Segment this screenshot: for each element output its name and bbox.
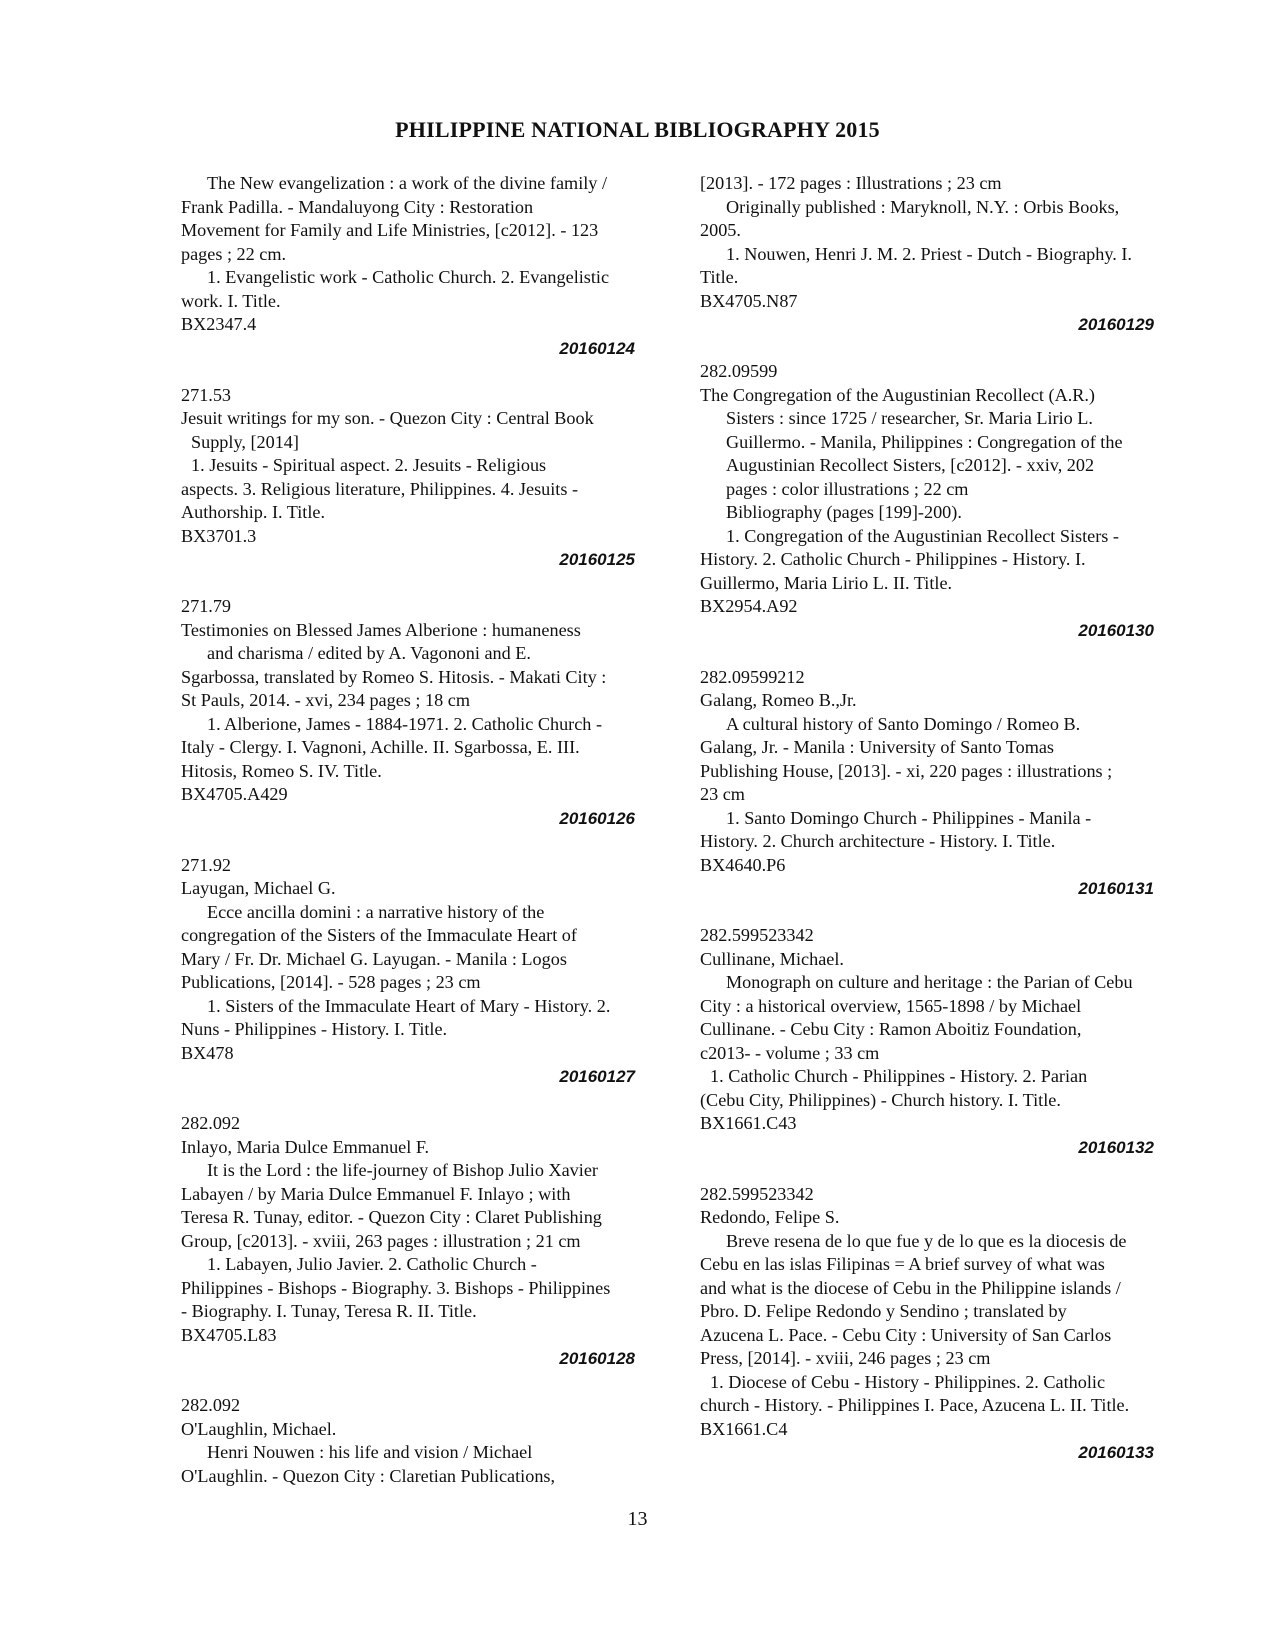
- entry-line: Publishing House, [2013]. - xi, 220 pages : illustrations ;: [700, 760, 1113, 781]
- entry-line: 1. Alberione, James - 1884-1971. 2. Catholic Church -: [207, 713, 603, 734]
- entry-line: 23 cm: [700, 784, 745, 804]
- entry-line: St Pauls, 2014. - xvi, 234 pages ; 18 cm: [181, 690, 470, 710]
- entry-line: Ecce ancilla domini : a narrative history of the: [207, 901, 545, 922]
- entry-line: pages ; 22 cm.: [181, 243, 287, 264]
- entry-line: 271.92: [181, 854, 232, 875]
- entry-line: Layugan, Michael G.: [181, 878, 336, 898]
- entry-separator: [181, 830, 671, 854]
- entry-separator: [700, 337, 1190, 361]
- control-number: 20160124: [559, 338, 635, 358]
- entry-line: BX2954.A92: [700, 596, 798, 616]
- control-number: 20160127: [559, 1067, 635, 1086]
- entry-line: Mary / Fr. Dr. Michael G. Layugan. - Manila : Logos: [181, 948, 567, 969]
- entry-line: Group, [c2013]. - xviii, 263 pages : illustration ; 21 cm: [181, 1230, 581, 1251]
- entry-line: The Congregation of the Augustinian Recollect (A.R.): [700, 384, 1095, 405]
- entry-line: Augustinian Recollect Sisters, [c2012]. - xxiv, 202: [726, 455, 1095, 475]
- entry-line: 1. Congregation of the Augustinian Recollect Sisters -: [726, 525, 1119, 546]
- entry-line: BX1661.C43: [700, 1113, 797, 1133]
- entry-line: Labayen / by Maria Dulce Emmanuel F. Inlayo ; with: [181, 1183, 571, 1204]
- entry-line: Cullinane. - Cebu City : Ramon Aboitiz Foundation,: [700, 1019, 1082, 1039]
- left-column: [181, 172, 671, 1488]
- entry-line: 1. Nouwen, Henri J. M. 2. Priest - Dutch - Biography. I.: [726, 243, 1132, 264]
- entry-line: O'Laughlin, Michael.: [181, 1418, 337, 1439]
- entry-line: 282.092: [181, 1395, 241, 1415]
- entry-line: c2013- - volume ; 33 cm: [700, 1042, 880, 1063]
- entry-line: church - History. - Philippines I. Pace, Azucena L. II. Title.: [700, 1395, 1130, 1415]
- entry-line: BX4705.L83: [181, 1324, 277, 1345]
- entry-line: 282.09599212: [700, 666, 805, 687]
- entry-line: Hitosis, Romeo S. IV. Title.: [181, 760, 382, 781]
- entry-line: BX3701.3: [181, 525, 257, 546]
- entry-line: A cultural history of Santo Domingo / Romeo B.: [726, 713, 1081, 734]
- entry-separator: [181, 572, 671, 596]
- entry-line: Azucena L. Pace. - Cebu City : University of San Carlos: [700, 1324, 1112, 1345]
- entry-line: History. 2. Church architecture - History. I. Title.: [700, 831, 1056, 851]
- entry-line: 1. Catholic Church - Philippines - History. 2. Parian: [710, 1066, 1088, 1086]
- page-title: PHILIPPINE NATIONAL BIBLIOGRAPHY 2015: [395, 117, 880, 142]
- entry-line: Nuns - Philippines - History. I. Title.: [181, 1019, 448, 1039]
- control-number: 20160129: [1078, 315, 1154, 334]
- entry-line: Testimonies on Blessed James Alberione : humaneness: [181, 619, 581, 640]
- entry-line: 1. Jesuits - Spiritual aspect. 2. Jesuits - Religious: [191, 455, 547, 475]
- entry-line: 282.599523342: [700, 1183, 814, 1204]
- entry-line: BX4705.N87: [700, 290, 798, 311]
- entry-line: BX4705.A429: [181, 784, 288, 804]
- entry-line: BX2347.4: [181, 314, 257, 334]
- entry-line: Sgarbossa, translated by Romeo S. Hitosis. - Makati City :: [181, 666, 607, 687]
- entry-line: 1. Santo Domingo Church - Philippines - Manila -: [726, 807, 1092, 828]
- entry-line: BX4640.P6: [700, 854, 786, 875]
- entry-line: work. I. Title.: [181, 290, 281, 311]
- control-number: 20160126: [559, 808, 635, 828]
- control-number: 20160125: [559, 550, 635, 569]
- control-number: 20160132: [1078, 1137, 1154, 1157]
- control-number: 20160130: [1078, 620, 1154, 640]
- entry-line: 2005.: [700, 220, 741, 240]
- entry-line: and charisma / edited by A. Vagononi and E.: [207, 643, 531, 663]
- entry-separator: [181, 1371, 671, 1395]
- entry-line: Guillermo, Maria Lirio L. II. Title.: [700, 572, 953, 593]
- entry-line: Cebu en las islas Filipinas = A brief survey of what was: [700, 1254, 1105, 1274]
- entry-line: Monograph on culture and heritage : the Parian of Cebu: [726, 972, 1133, 992]
- page-number: 13: [627, 1508, 648, 1530]
- entry-line: Galang, Romeo B.,Jr.: [700, 690, 857, 710]
- entry-line: aspects. 3. Religious literature, Philippines. 4. Jesuits -: [181, 478, 579, 499]
- entry-line: Philippines - Bishops - Biography. 3. Bishops - Philippines: [181, 1277, 611, 1298]
- entry-line: Galang, Jr. - Manila : University of Santo Tomas: [700, 737, 1055, 757]
- entry-line: 282.599523342: [700, 925, 814, 945]
- entry-line: pages : color illustrations ; 22 cm: [726, 478, 969, 499]
- entry-line: congregation of the Sisters of the Immaculate Heart of: [181, 925, 577, 945]
- entry-separator: [700, 1159, 1190, 1183]
- entry-separator: [181, 1089, 671, 1113]
- entry-line: Authorship. I. Title.: [181, 502, 326, 522]
- entry-line: Frank Padilla. - Mandaluyong City : Restoration: [181, 196, 534, 217]
- entry-line: Press, [2014]. - xviii, 246 pages ; 23 cm: [700, 1348, 991, 1368]
- entry-line: BX1661.C4: [700, 1418, 788, 1439]
- entry-line: Cullinane, Michael.: [700, 948, 844, 969]
- entry-line: 1. Sisters of the Immaculate Heart of Mary - History. 2.: [207, 995, 611, 1016]
- entry-separator: [181, 360, 671, 384]
- entry-line: 282.09599: [700, 361, 778, 381]
- entry-line: BX478: [181, 1042, 234, 1063]
- entry-line: 1. Labayen, Julio Javier. 2. Catholic Church -: [207, 1254, 537, 1274]
- entry-line: Pbro. D. Felipe Redondo y Sendino ; translated by: [700, 1301, 1067, 1321]
- entry-line: Henri Nouwen : his life and vision / Michael: [207, 1442, 533, 1462]
- entry-line: - Biography. I. Tunay, Teresa R. II. Title.: [181, 1301, 477, 1321]
- entry-line: Breve resena de lo que fue y de lo que es la diocesis de: [726, 1230, 1127, 1251]
- entry-line: Supply, [2014]: [191, 431, 299, 452]
- entry-line: Title.: [700, 267, 739, 287]
- entry-line: Sisters : since 1725 / researcher, Sr. Maria Lirio L.: [726, 408, 1093, 428]
- entry-line: and what is the diocese of Cebu in the Philippine islands /: [700, 1277, 1121, 1298]
- entry-line: History. 2. Catholic Church - Philippines - History. I.: [700, 549, 1086, 569]
- entry-line: Guillermo. - Manila, Philippines : Congregation of the: [726, 431, 1123, 452]
- entry-line: 1. Diocese of Cebu - History - Philippines. 2. Catholic: [710, 1371, 1106, 1392]
- entry-line: O'Laughlin. - Quezon City : Claretian Publications,: [181, 1465, 556, 1486]
- entry-line: Italy - Clergy. I. Vagnoni, Achille. II. Sgarbossa, E. III.: [181, 737, 580, 757]
- entry-line: 271.79: [181, 596, 232, 616]
- entry-line: Jesuit writings for my son. - Quezon City : Central Book: [181, 408, 594, 428]
- entry-line: 282.092: [181, 1113, 241, 1133]
- entry-line: The New evangelization : a work of the divine family /: [207, 173, 607, 193]
- entry-line: 271.53: [181, 384, 232, 405]
- entry-line: Publications, [2014]. - 528 pages ; 23 cm: [181, 972, 481, 992]
- entry-line: Inlayo, Maria Dulce Emmanuel F.: [181, 1136, 430, 1157]
- entry-separator: [700, 642, 1190, 666]
- entry-line: Bibliography (pages [199]-200).: [726, 502, 962, 522]
- entry-line: Originally published : Maryknoll, N.Y. : Orbis Books,: [726, 196, 1120, 217]
- entry-line: Teresa R. Tunay, editor. - Quezon City : Claret Publishing: [181, 1207, 602, 1227]
- entry-line: 1. Evangelistic work - Catholic Church. 2. Evangelistic: [207, 267, 610, 287]
- entry-line: [2013]. - 172 pages : Illustrations ; 23 cm: [700, 173, 1002, 193]
- entry-line: Movement for Family and Life Ministries, [c2012]. - 123: [181, 220, 599, 240]
- entry-separator: [700, 901, 1190, 925]
- control-number: 20160128: [559, 1349, 635, 1368]
- entry-line: (Cebu City, Philippines) - Church history. I. Title.: [700, 1089, 1061, 1110]
- right-column: [700, 172, 1190, 1465]
- entry-line: It is the Lord : the life-journey of Bishop Julio Xavier: [207, 1160, 598, 1180]
- control-number: 20160133: [1078, 1443, 1154, 1462]
- entry-line: City : a historical overview, 1565-1898 / by Michael: [700, 995, 1082, 1016]
- entry-line: Redondo, Felipe S.: [700, 1207, 840, 1227]
- control-number: 20160131: [1078, 879, 1154, 898]
